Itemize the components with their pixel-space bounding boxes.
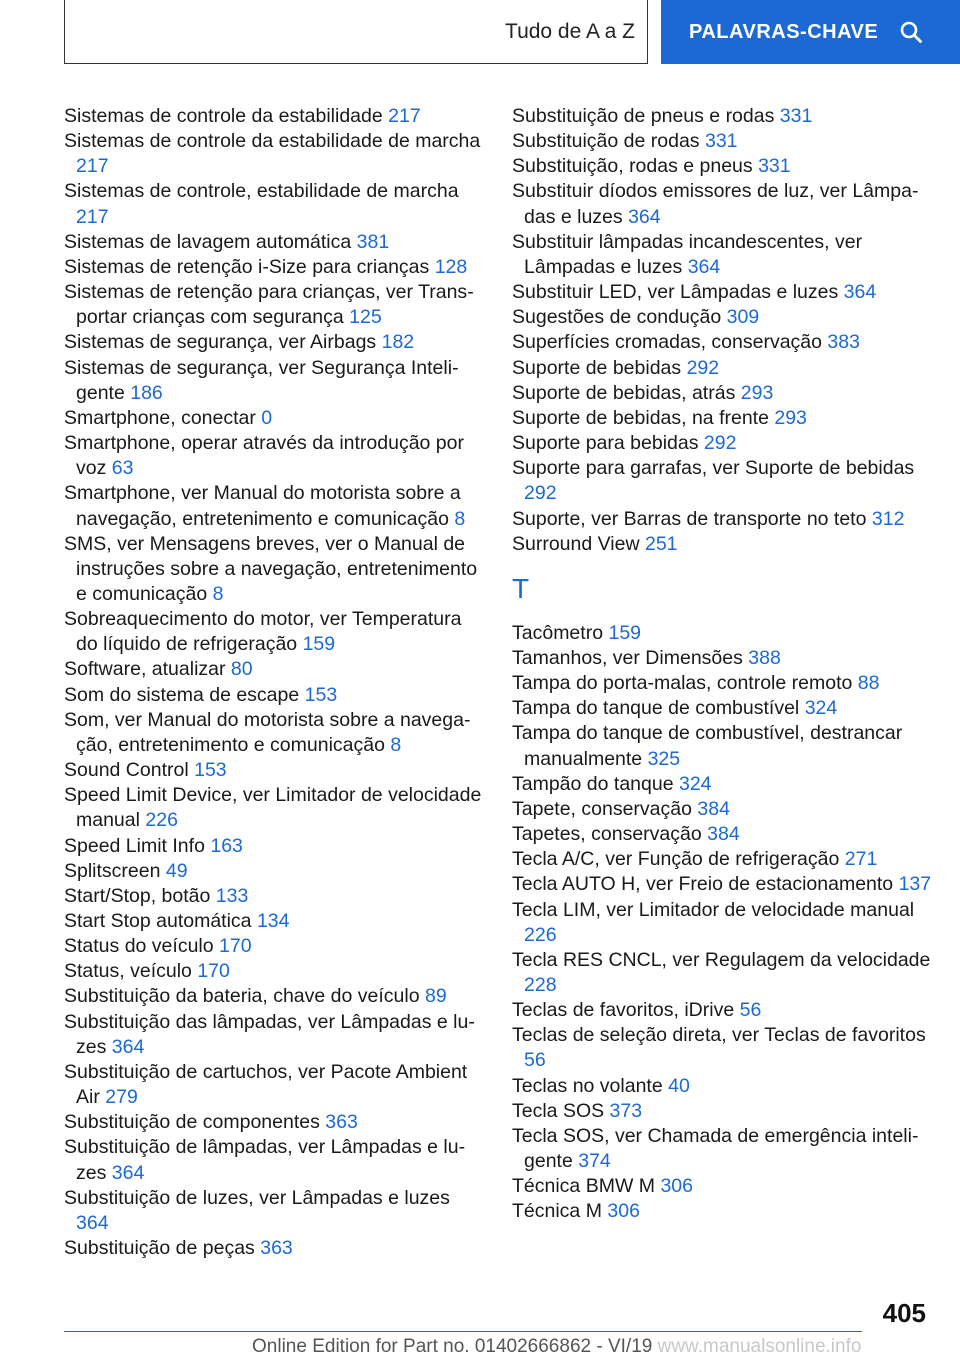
index-page-link[interactable]: 331 <box>779 105 813 127</box>
index-entry-text: Teclas no volante <box>512 1074 663 1097</box>
index-page-link[interactable]: 374 <box>578 1150 611 1173</box>
index-entry <box>64 909 484 934</box>
index-entry-text: Suporte para bebidas <box>512 432 699 455</box>
index-entry-text: Tecla AUTO H, ver Freio de estacionamento <box>512 873 894 896</box>
index-page-link[interactable]: 40 <box>668 1074 690 1097</box>
index-entry-text: Smartphone, conectar <box>64 406 262 429</box>
index-entry-text: Tampa do tanque de combustível <box>512 697 800 720</box>
index-entry-text: Técnica BMW M <box>512 1175 656 1198</box>
index-entry-text: Substituição de peças <box>64 1237 255 1260</box>
tab-keywords[interactable] <box>661 0 960 64</box>
index-page-link[interactable]: 293 <box>774 406 807 429</box>
index-page-link[interactable]: 331 <box>704 130 738 153</box>
index-entry <box>512 230 932 280</box>
index-page-link[interactable]: 8 <box>212 582 224 605</box>
index-entry-text: Substituição de lâmpadas, ver Lâmpadas e luzes <box>64 1136 466 1184</box>
index-page-link[interactable]: 128 <box>434 255 468 278</box>
index-entry-text: Tecla SOS <box>512 1099 605 1122</box>
index-entry <box>512 696 932 721</box>
index-entry <box>64 657 484 682</box>
index-list-left <box>64 104 484 1261</box>
index-page-link[interactable]: 134 <box>256 910 290 932</box>
index-entry-text: Splitscreen <box>64 859 161 882</box>
top-navigation <box>64 0 960 66</box>
index-page-link[interactable]: 292 <box>524 482 557 505</box>
index-page-link[interactable]: 384 <box>707 823 740 846</box>
index-page-link[interactable]: 381 <box>356 230 390 253</box>
index-entry-text: Sistemas de retenção i-Size para crianças <box>64 255 430 278</box>
index-entry-text: Surround View <box>512 532 640 555</box>
index-page-link[interactable]: 388 <box>748 646 781 669</box>
index-page-link[interactable]: 182 <box>381 331 415 354</box>
index-entry <box>64 356 484 406</box>
index-page-link[interactable]: 325 <box>647 747 681 770</box>
tab-keywords-label: PALAVRAS-CHAVE <box>689 20 879 43</box>
index-entry-text: Sistemas de controle da estabilidade <box>64 105 383 127</box>
index-entry-text: Substituição de pneus e rodas <box>512 105 775 127</box>
index-entry-text: Software, atualizar <box>64 658 226 681</box>
index-entry-text: Sugestões de condução <box>512 306 722 329</box>
index-entry-text: Status, veículo <box>64 960 192 983</box>
index-entry <box>512 822 932 847</box>
index-entry-text: Sistemas de segurança, ver Airbags <box>64 331 377 354</box>
index-entry <box>512 847 932 872</box>
index-page-link[interactable]: 133 <box>215 884 249 907</box>
index-entry <box>512 1023 932 1073</box>
index-entry-text: Suporte, ver Barras de transporte no teto <box>512 507 867 530</box>
index-entry <box>64 481 484 531</box>
index-page-link[interactable]: 363 <box>325 1111 358 1134</box>
index-entry-text: Speed Limit Device, ver Limitador de velocidade manual <box>64 784 482 832</box>
index-page-link[interactable]: 89 <box>424 985 447 1008</box>
index-entry-text: Sobreaquecimento do motor, ver Temperatura do líquido de refrigeração <box>64 608 462 656</box>
index-page-link[interactable]: 383 <box>827 331 860 354</box>
index-entry-text: Status do veículo <box>64 935 214 958</box>
index-page-link[interactable]: 373 <box>609 1099 643 1122</box>
index-entry-text: Técnica M <box>512 1200 602 1223</box>
index-entry <box>64 1135 484 1185</box>
index-entry <box>512 772 932 797</box>
index-entry-text: Superfícies cromadas, conservação <box>512 331 822 354</box>
index-entry-text: Som do sistema de escape <box>64 683 300 706</box>
index-entry-text: Sistemas de lavagem automática <box>64 230 352 253</box>
index-entry-text: Tecla A/C, ver Função de refrigeração <box>512 848 840 871</box>
index-entry <box>512 532 932 557</box>
index-entry-text: Substituição de componentes <box>64 1111 320 1134</box>
index-entry <box>512 507 932 532</box>
index-entry-text: Tecla RES CNCL, ver Regulagem da velocidade <box>512 948 931 971</box>
index-entry <box>64 607 484 657</box>
index-page-link[interactable]: 384 <box>697 797 730 820</box>
index-page-link[interactable]: 364 <box>628 205 661 228</box>
index-entry-text: Smartphone, operar através da introdução por voz <box>64 432 464 480</box>
index-entry <box>64 431 484 481</box>
index-page-link[interactable]: 364 <box>111 1035 145 1058</box>
index-page-link[interactable]: 364 <box>111 1161 145 1184</box>
index-entry-text: Tecla LIM, ver Limitador de velocidade manual <box>512 898 915 921</box>
index-entry <box>64 884 484 909</box>
index-entry <box>64 1110 484 1135</box>
index-entry <box>512 948 932 998</box>
index-entry <box>512 356 932 381</box>
index-entry-text: Start/Stop, botão <box>64 884 211 907</box>
index-page-link[interactable]: 56 <box>739 999 762 1022</box>
index-entry <box>512 872 932 897</box>
section-letter: T <box>512 572 530 604</box>
index-entry <box>512 381 932 406</box>
index-entry-text: Start Stop automática <box>64 910 252 932</box>
index-entry <box>64 129 484 179</box>
index-entry <box>64 959 484 984</box>
index-entry <box>64 758 484 783</box>
index-entry-text: SMS, ver Mensagens breves, ver o Manual de instruções sobre a navegação, entretenimento e comunicação <box>64 532 478 605</box>
index-page-link[interactable]: 8 <box>454 507 466 530</box>
index-entry <box>512 154 932 179</box>
index-entry <box>64 255 484 280</box>
index-page-link[interactable]: 137 <box>898 873 932 896</box>
index-entry-text: Tampa do tanque de combustível, destrancar manualmente <box>512 722 903 770</box>
index-entry <box>64 230 484 255</box>
index-entry <box>512 104 932 129</box>
index-page-link[interactable]: 228 <box>524 974 557 996</box>
index-entry-text: Suporte de bebidas, atrás <box>512 381 736 404</box>
tab-a-to-z[interactable] <box>64 0 648 64</box>
index-entry-text: Substituição das lâmpadas, ver Lâmpadas e luzes <box>64 1010 475 1058</box>
index-page-link[interactable]: 324 <box>678 772 712 795</box>
index-page-link[interactable]: 217 <box>76 205 109 228</box>
index-page-link[interactable]: 163 <box>210 834 243 857</box>
index-column-right <box>512 104 932 1225</box>
index-page-link[interactable]: 364 <box>76 1211 109 1234</box>
index-entry-text: Tamanhos, ver Dimensões <box>512 646 743 669</box>
index-entry <box>512 330 932 355</box>
index-entry <box>64 1236 484 1261</box>
index-page-link[interactable]: 56 <box>524 1049 546 1072</box>
index-entry <box>64 708 484 758</box>
index-entry <box>512 431 932 456</box>
index-entry <box>64 984 484 1009</box>
index-page-link[interactable]: 8 <box>390 733 402 756</box>
footer-watermark: www.manualsonline.info <box>657 1336 862 1357</box>
index-page-link[interactable]: 153 <box>304 683 338 706</box>
index-page-link[interactable]: 159 <box>608 621 642 644</box>
index-entry <box>512 1174 932 1199</box>
index-entry-text: Sistemas de segurança, ver Segurança Inteligente <box>64 356 459 404</box>
index-entry <box>512 406 932 431</box>
index-entry <box>64 1010 484 1060</box>
index-entry <box>64 834 484 859</box>
index-page-link[interactable]: 271 <box>844 848 878 871</box>
index-page-link[interactable]: 306 <box>607 1200 640 1223</box>
index-page-link[interactable]: 226 <box>524 923 557 946</box>
index-list-s <box>512 104 932 557</box>
index-page-link[interactable]: 0 <box>261 406 273 429</box>
index-entry-text: Sistemas de controle da estabilidade de marcha <box>64 130 481 153</box>
index-page-link[interactable]: 159 <box>302 633 336 656</box>
index-entry <box>512 1074 932 1099</box>
index-entry <box>64 104 484 129</box>
index-entry <box>512 129 932 154</box>
index-entry <box>512 797 932 822</box>
index-entry-text: Sistemas de retenção para crianças, ver Transportar crianças com segurança <box>64 281 474 329</box>
index-page-link[interactable]: 153 <box>194 759 227 782</box>
index-page-link[interactable]: 63 <box>111 457 134 480</box>
index-page-link[interactable]: 324 <box>804 697 838 720</box>
index-page-link[interactable]: 364 <box>843 281 877 304</box>
index-page-link[interactable]: 309 <box>726 306 760 329</box>
index-entry-text: Tacômetro <box>512 621 604 644</box>
index-page-link[interactable]: 364 <box>687 255 721 278</box>
index-entry <box>512 671 932 696</box>
index-entry <box>512 646 932 671</box>
index-entry <box>512 621 932 646</box>
page-number: 405 <box>882 1298 926 1328</box>
search-icon <box>900 21 922 43</box>
index-entry <box>64 1186 484 1236</box>
index-entry-text: Substituição de cartuchos, ver Pacote Ambient Air <box>64 1060 468 1109</box>
index-page-link[interactable]: 306 <box>660 1175 693 1198</box>
index-page-link[interactable]: 125 <box>349 306 382 329</box>
index-entry <box>64 179 484 229</box>
index-entry-text: Som, ver Manual do motorista sobre a navegação, entretenimento e comunicação <box>64 708 471 756</box>
index-column-left <box>64 104 484 1261</box>
index-entry <box>512 721 932 771</box>
index-entry <box>64 532 484 607</box>
index-page-link[interactable]: 331 <box>758 155 791 178</box>
index-entry <box>64 783 484 833</box>
footer-divider <box>64 1331 862 1332</box>
index-page-link[interactable]: 292 <box>686 356 720 379</box>
index-entry <box>64 406 484 431</box>
index-list-t <box>512 621 932 1225</box>
index-page-link[interactable]: 49 <box>165 859 188 882</box>
index-page-link[interactable]: 88 <box>857 672 880 695</box>
index-entry-text: Teclas de seleção direta, ver Teclas de favoritos <box>512 1024 926 1047</box>
index-entry-text: Sound Control <box>64 759 189 782</box>
index-entry-text: Tapete, conservação <box>512 797 692 820</box>
index-entry <box>512 1124 932 1174</box>
index-entry <box>512 305 932 330</box>
index-entry <box>512 280 932 305</box>
index-entry-text: Substituir LED, ver Lâmpadas e luzes <box>512 281 839 304</box>
index-page-link[interactable]: 186 <box>130 381 163 404</box>
index-entry-text: Substituição, rodas e pneus <box>512 155 753 178</box>
footer <box>252 1336 861 1358</box>
index-page-link[interactable]: 217 <box>76 155 109 178</box>
footer-edition: Online Edition for Part no. 01402666862 - VI/19 <box>252 1336 653 1357</box>
index-entry-text: Tapetes, conservação <box>512 823 702 846</box>
index-entry-text: Smartphone, ver Manual do motorista sobre a navegação, entretenimento e comunicação <box>64 482 461 530</box>
index-entry <box>64 280 484 330</box>
index-entry <box>64 859 484 884</box>
index-page-link[interactable]: 217 <box>388 105 421 127</box>
index-entry-text: Teclas de favoritos, iDrive <box>512 999 735 1022</box>
index-entry <box>512 1099 932 1124</box>
index-entry <box>512 1199 932 1224</box>
index-entry-text: Speed Limit Info <box>64 834 205 857</box>
index-entry-text: Tampa do porta-malas, controle remoto <box>512 672 853 695</box>
index-page-link[interactable]: 293 <box>740 381 774 404</box>
index-entry-text: Substituição da bateria, chave do veículo <box>64 985 420 1008</box>
index-page-link[interactable]: 226 <box>145 809 178 832</box>
index-entry-text: Suporte para garrafas, ver Suporte de bebidas <box>512 457 915 480</box>
index-entry-text: Substituir díodos emissores de luz, ver Lâmpadas e luzes <box>512 180 919 228</box>
index-entry-text: Suporte de bebidas, na frente <box>512 406 769 429</box>
index-entry-text: Suporte de bebidas <box>512 356 682 379</box>
index-page-link[interactable]: 363 <box>260 1237 293 1260</box>
index-entry <box>64 330 484 355</box>
index-entry <box>64 1060 484 1110</box>
index-entry-text: Tecla SOS, ver Chamada de emergência inteligente <box>512 1124 919 1173</box>
index-page-link[interactable]: 80 <box>230 658 253 681</box>
index-page-link[interactable]: 251 <box>644 532 678 555</box>
index-entry <box>64 683 484 708</box>
tab-a-to-z-label: Tudo de A a Z <box>505 19 635 43</box>
index-page-link[interactable]: 292 <box>703 432 737 455</box>
index-entry <box>512 998 932 1023</box>
index-entry-text: Substituir lâmpadas incandescentes, ver Lâmpadas e luzes <box>512 230 863 278</box>
index-entry <box>512 898 932 948</box>
index-page-link[interactable]: 170 <box>219 935 252 958</box>
index-entry <box>512 179 932 229</box>
index-page-link[interactable]: 312 <box>871 507 905 530</box>
index-page-link[interactable]: 279 <box>105 1086 138 1109</box>
index-page-link[interactable]: 170 <box>197 960 230 983</box>
index-entry-text: Sistemas de controle, estabilidade de marcha <box>64 180 459 203</box>
index-entry-text: Substituição de luzes, ver Lâmpadas e luzes <box>64 1186 450 1209</box>
index-entry <box>512 456 932 506</box>
index-entry-text: Substituição de rodas <box>512 130 700 153</box>
index-entry-text: Tampão do tanque <box>512 772 674 795</box>
index-entry <box>64 934 484 959</box>
